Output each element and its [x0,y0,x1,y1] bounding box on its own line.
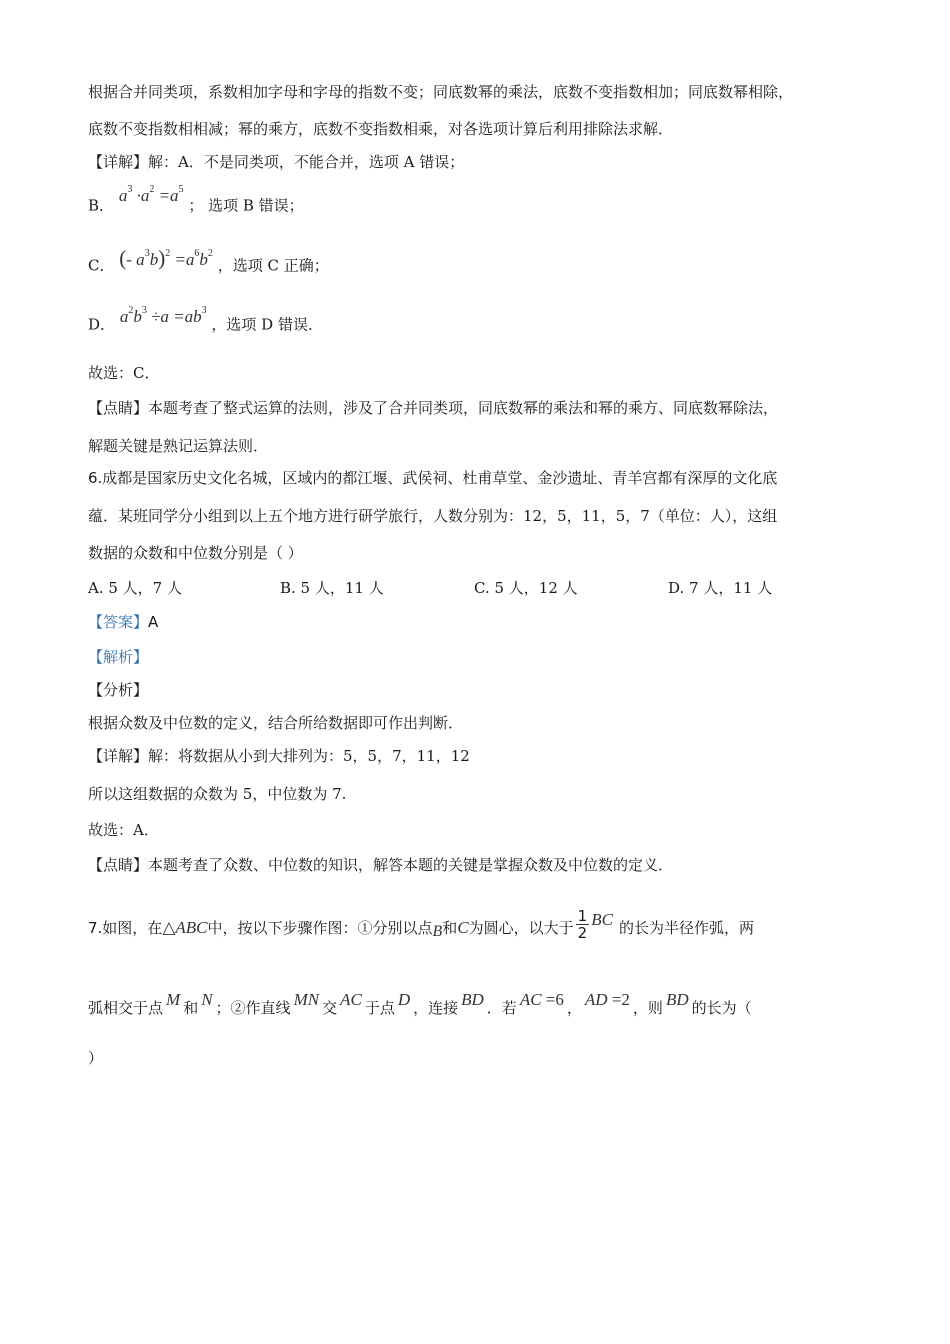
q6-fenxi-label: 【分析】 [88,681,149,699]
q7-stem-line-2: 弧相交于点 M 和 N ；②作直线 MN 交 AC 于点 D ，连接 BD ．若 AC =6 ， AD =2 ，则 BD 的长为（ [88,990,752,1017]
detail-option-c: C． (- $a^3b)^2 =a^6b^2$ ，选项 C 正确； [88,245,329,275]
analysis-line-1: 根据合并同类项，系数相加字母和字母的指数不变；同底数幂的乘法，底数不变指数相加；同底数幂相除， [88,83,794,101]
choose-c: 故选：C． [88,364,160,382]
q6-comment: 【点睛】本题考查了众数、中位数的知识，解答本题的关键是掌握众数及中位数的定义． [88,856,674,874]
q6-options [88,578,848,598]
comment-line-2: 解题关键是熟记运算法则． [88,437,269,455]
q6-option-d: D. 7 人，11 人 [668,579,773,597]
q6-choose: 故选：A． [88,821,159,839]
formula-c: (- $a^3b)^2 =a^6b^2$ [119,245,213,270]
q6-result: 所以这组数据的众数为 5，中位数为 7. [88,785,347,803]
q7-stem-line-1: 7.如图，在△ABC中，按以下步骤作图：①分别以点B和C为圆心，以大于 $\frac{1}{2}$ BC 的长为半径作弧，两 [88,907,754,942]
q6-jiexi-label: 【解析】 [88,648,149,666]
q6-option-b: B. 5 人，11 人 [280,579,384,597]
detail-option-d: D． $a^2b^3 \div a =ab^3$ ，选项 D 错误． [88,305,323,334]
analysis-line-2: 底数不变指数相相减；幂的乘方，底数不变指数相乘，对各选项计算后利用排除法求解． [88,120,674,138]
q6-stem-line-2: 蕴．某班同学分小组到以上五个地方进行研学旅行，人数分别为：12，5，11，5，7（单位：人），这组 [88,507,778,525]
q6-stem-line-3: 数据的众数和中位数分别是（ ） [88,544,303,562]
comment-line-1: 【点睛】本题考查了整式运算的法则，涉及了合并同类项，同底数幂的乘法和幂的乘方、同底数幂除法， [88,399,779,417]
detail-option-a: 【详解】解：A．不是同类项，不能合并，选项 A 错误； [88,153,465,171]
formula-b: $a^3 \cdot a^2 =a^5$ [118,184,184,205]
q6-option-a: A. 5 人，7 人 [88,579,182,597]
detail-option-b: B． $a^3 \cdot a^2 =a^5$ ； 选项 B 错误； [88,184,304,215]
q6-option-c: C. 5 人，12 人 [474,579,578,597]
triangle-abc: △ABC [162,918,208,937]
q6-answer: 【答案】A [88,613,159,631]
formula-d: $a^2b^3 \div a =ab^3$ [119,305,207,326]
q7-stem-line-3: ） [88,1049,104,1067]
q6-fenxi-text: 根据众数及中位数的定义，结合所给数据即可作出判断． [88,714,464,732]
fraction-half: $\frac{1}{2}$ [577,907,588,942]
q6-stem-line-1: 6.成都是国家历史文化名城，区域内的都江堰、武侯祠、杜甫草堂、金沙遗址、青羊宫都有深厚的文化底 [88,469,778,487]
q6-detail: 【详解】解：将数据从小到大排列为：5，5，7，11，12 [88,747,470,765]
